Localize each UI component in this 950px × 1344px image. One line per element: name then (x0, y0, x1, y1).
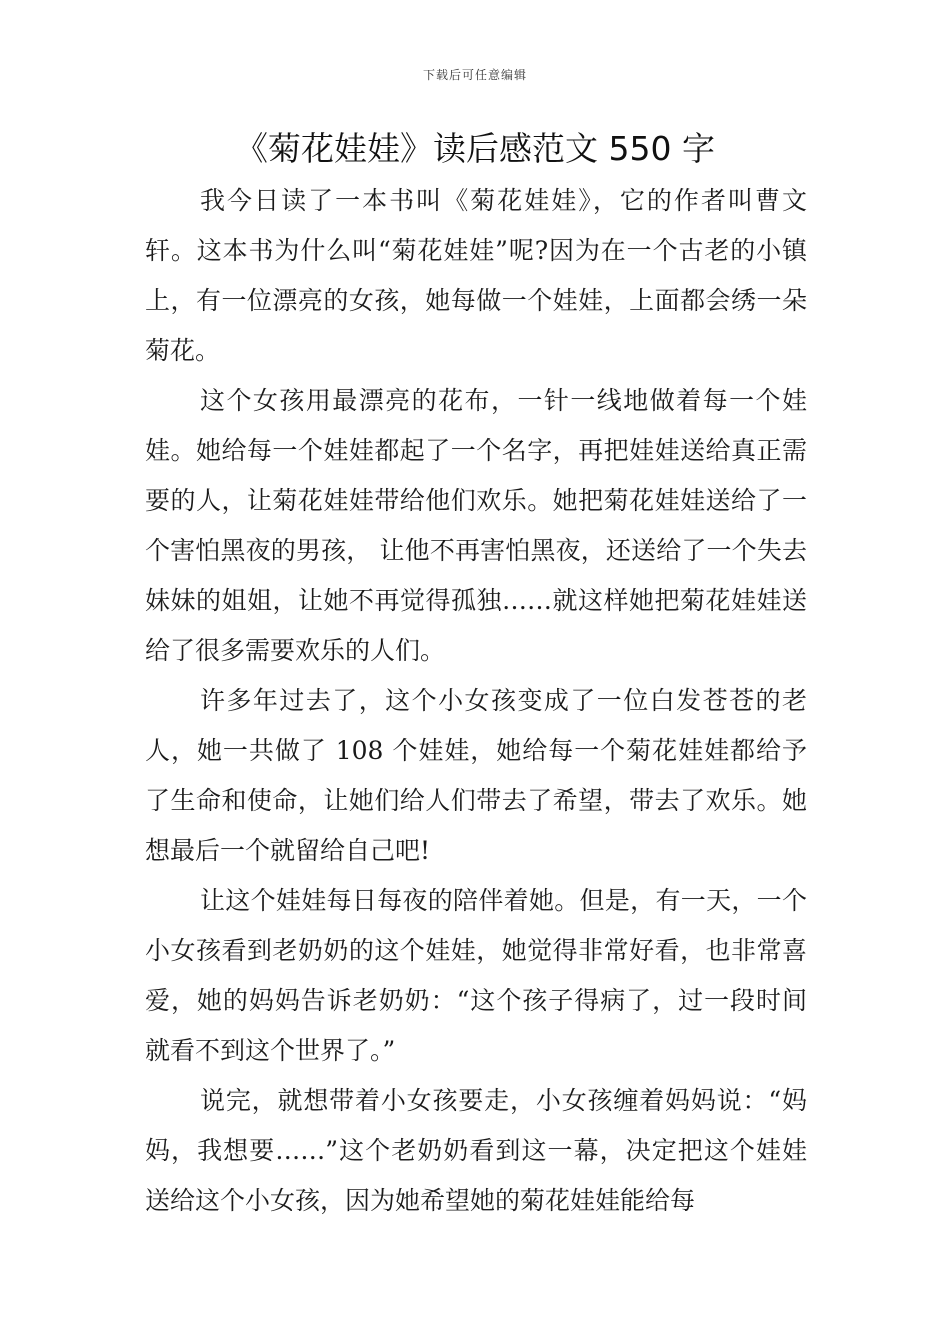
paragraph-2: 这个女孩用最漂亮的花布，一针一线地做着每一个娃娃。她给每一个娃娃都起了一个名字，再把娃娃送给真正需要的人，让菊花娃娃带给他们欢乐。她把菊花娃娃送给了一个害怕黑夜的男孩， 让他不再害怕黑夜，还送给了一个失去妹妹的姐姐，让她不再觉得孤独……就这样她把菊花娃娃送给了很多需要欢乐的人们。 (145, 386, 807, 665)
article-body (145, 176, 807, 1226)
paragraph-3: 许多年过去了，这个小女孩变成了一位白发苍苍的老人，她一共做了 108 个娃娃，她给每一个菊花娃娃都给予了生命和使命，让她们给人们带去了希望，带去了欢乐。她想最后一个就留给自己吧! (145, 686, 807, 865)
paragraph-5: 说完，就想带着小女孩要走，小女孩缠着妈妈说：“妈妈，我想要……”这个老奶奶看到这一幕，决定把这个娃娃送给这个小女孩，因为她希望她的菊花娃娃能给每 (145, 1086, 807, 1215)
header-note: 下载后可任意编辑 (422, 68, 527, 82)
paragraph-4: 让这个娃娃每日每夜的陪伴着她。但是，有一天，一个小女孩看到老奶奶的这个娃娃，她觉得非常好看，也非常喜爱，她的妈妈告诉老奶奶：“这个孩子得病了，过一段时间就看不到这个世界了。” (145, 886, 807, 1065)
page-title: 《菊花娃娃》读后感范文 550 字 (235, 129, 715, 168)
paragraph-1: 我今日读了一本书叫《菊花娃娃》，它的作者叫曹文轩。这本书为什么叫“菊花娃娃”呢?因为在一个古老的小镇上，有一位漂亮的女孩，她每做一个娃娃，上面都会绣一朵菊花。 (145, 186, 807, 365)
